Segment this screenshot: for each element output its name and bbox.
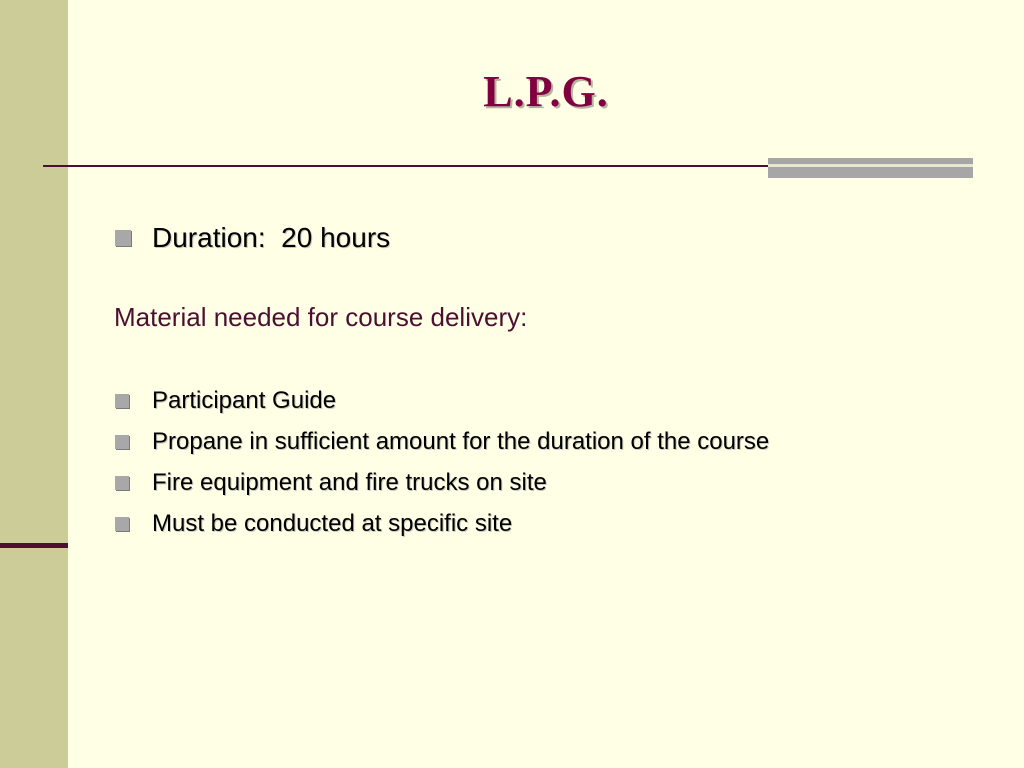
list-item-text: Must be conducted at specific site: [152, 509, 513, 537]
square-bullet-icon: [115, 517, 129, 531]
list-item-text: Propane in sufficient amount for the duration of the course: [152, 427, 770, 455]
left-decorative-band: [0, 0, 68, 768]
list-item-text: Fire equipment and fire trucks on site: [152, 468, 547, 496]
title-divider-accent: [768, 158, 973, 178]
left-accent-bar: [0, 543, 68, 548]
slide-title: L.P.G.: [483, 67, 609, 116]
square-bullet-icon: [115, 476, 129, 490]
square-bullet-icon: [115, 230, 131, 246]
list-item: [115, 421, 769, 462]
list-item: [115, 380, 769, 421]
list-item-text: Participant Guide: [152, 386, 337, 414]
materials-heading: Material needed for course delivery:: [114, 302, 528, 332]
duration-text: Duration: 20 hours: [152, 222, 391, 253]
materials-list: [115, 380, 769, 544]
list-item: [115, 462, 769, 503]
duration-bullet: [115, 222, 390, 254]
list-item: [115, 503, 769, 544]
title-divider-line: [43, 165, 769, 167]
square-bullet-icon: [115, 435, 129, 449]
square-bullet-icon: [115, 394, 129, 408]
